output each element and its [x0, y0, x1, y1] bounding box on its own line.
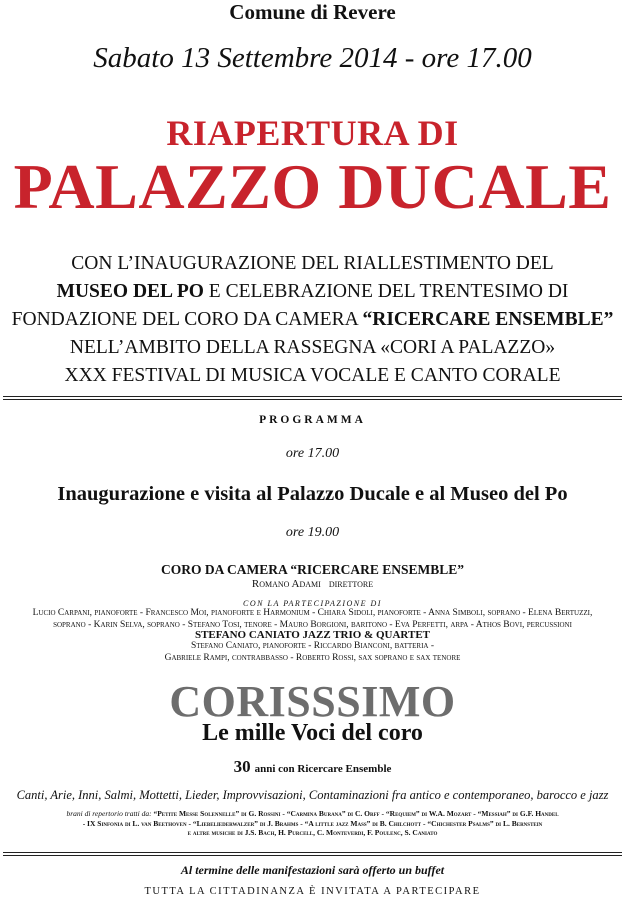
coro-title: CORO DA CAMERA “RICERCARE ENSEMBLE” — [160, 562, 465, 577]
trio-line-1: Stefano Caniato, pianoforte - Riccardo Bianconi, batteria - — [190, 641, 435, 651]
buffet-note: Al termine delle manifestazioni sarà offerto un buffet — [180, 863, 445, 877]
repertoire-intro: brani di repertorio tratti da: — [66, 809, 152, 818]
intro-line-5: XXX FESTIVAL DI MUSICA VOCALE E CANTO CORALE — [64, 365, 561, 386]
repertoire-line-2: - IX Sinfonia di L. van Beethoven - “Liebeliederwalzer” di J. Brahms - “A little jazz Mass” di B. Chilchott - “Chichester Psalms” di L. Bernstein — [82, 818, 543, 828]
repertoire-line-1-text: “Petite Messe Solennelle” di G. Rossini - “Carmina Burana” di C. Orff - “Requiem” di W.A. Mozart - “Messiah” di G.F. Handel — [151, 809, 559, 818]
musicians-list — [0, 608, 625, 631]
genres-line: Canti, Arie, Inni, Salmi, Mottetti, Lieder, Improvvisazioni, Contaminazioni fra antico e contemporaneo, barocco e jazz — [16, 788, 609, 802]
title-line-2: PALAZZO DUCALE — [13, 151, 612, 222]
director-name: Romano Adami — [251, 578, 321, 590]
comune-title: Comune di Revere — [229, 0, 396, 24]
intro-paragraph — [0, 250, 625, 390]
museo-del-po: MUSEO DEL PO — [56, 281, 204, 302]
anniversary-number: 30 — [233, 757, 251, 776]
intro-line-4: NELL’AMBITO DELLA RASSEGNA «CORI A PALAZZO» — [69, 337, 556, 358]
time-2: ore 19.00 — [285, 525, 340, 540]
repertoire-line-1 — [0, 809, 625, 819]
trio-members — [0, 641, 625, 664]
director-line — [0, 578, 625, 590]
repertoire-list — [0, 809, 625, 838]
intro-line-3-start: FONDAZIONE DEL CORO DA CAMERA — [11, 309, 363, 330]
director-role: DIRETTORE — [328, 580, 374, 589]
invitation-line: TUTTA LA CITTADINANZA È INVITATA A PARTECIPARE — [144, 886, 481, 897]
musicians-line-1: Lucio Carpani, pianoforte - Francesco Moi, pianoforte e Harmonium - Chiara Sidoli, pianoforte - Anna Simboli, soprano - Elena Bertuzzi, — [32, 608, 593, 618]
divider-top — [3, 396, 622, 400]
partecipazione-label: CON LA PARTECIPAZIONE DI — [243, 599, 382, 608]
trio-line-2: Gabriele Rampi, contrabbasso - Roberto Rossi, sax soprano e sax tenore — [164, 652, 461, 663]
intro-line-2-rest: E CELEBRAZIONE DEL TRENTESIMO DI — [203, 281, 569, 302]
corisssimo-title: CORISSSIMO — [169, 677, 456, 726]
ensemble-name: “RICERCARE ENSEMBLE” — [362, 309, 614, 330]
corisssimo-subtitle: Le mille Voci del coro — [202, 720, 423, 746]
anniversary-text: anni con Ricercare Ensemble — [254, 763, 392, 775]
musicians-line-2: soprano - Karin Selva, soprano - Stefano Tosi, tenore - Mauro Borgioni, baritono - Eva Perfetti, arpa - Athos Bovi, percussioni — [53, 619, 572, 630]
time-1: ore 17.00 — [285, 446, 340, 461]
anniversary-line — [0, 757, 625, 777]
intro-line-2 — [0, 278, 625, 306]
title-line-1: RIAPERTURA DI — [166, 113, 459, 153]
repertoire-line-3: e altre musiche di J.S. Bach, H. Purcell, C. Monteverdi, F. Poulenc, S. Caniato — [187, 828, 438, 837]
divider-bottom — [3, 852, 622, 856]
intro-line-1: CON L’INAUGURAZIONE DEL RIALLESTIMENTO DEL — [71, 253, 554, 274]
event-1: Inaugurazione e visita al Palazzo Ducale e al Museo del Po — [57, 483, 568, 505]
trio-title: STEFANO CANIATO JAZZ TRIO & QUARTET — [194, 629, 431, 641]
intro-line-3 — [0, 306, 625, 334]
event-date: Sabato 13 Settembre 2014 - ore 17.00 — [93, 42, 532, 74]
programma-heading: PROGRAMMA — [259, 414, 366, 426]
